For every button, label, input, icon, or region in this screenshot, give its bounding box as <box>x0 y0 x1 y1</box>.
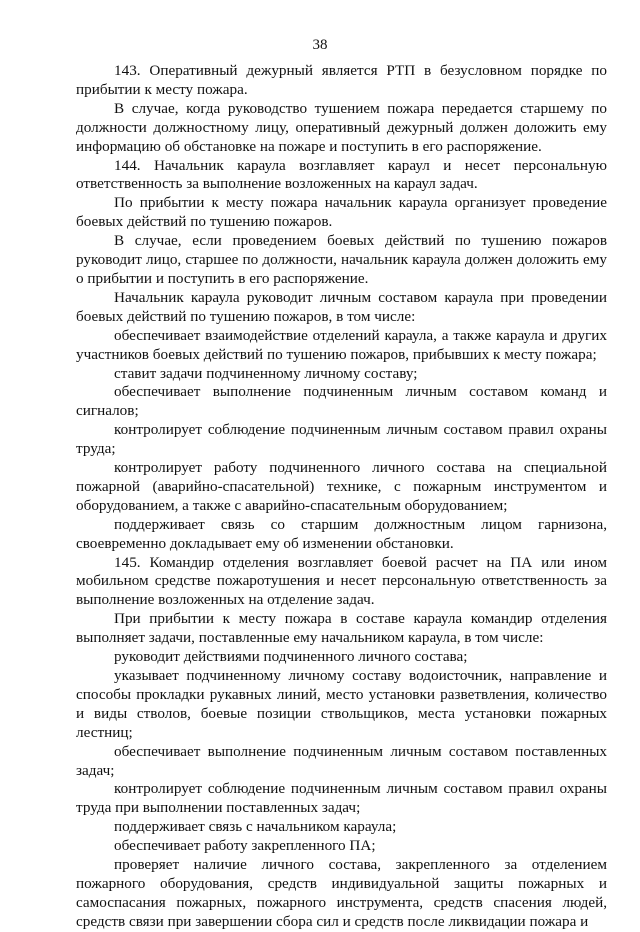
paragraph: 145. Командир отделения возглавляет боевой расчет на ПА или ином мобильном средстве пожаротушения и несет персональную ответственность за выполнение возложенных на отделение задач. <box>76 553 607 609</box>
paragraph: По прибытии к месту пожара начальник караула организует проведение боевых действий по тушению пожаров. <box>76 194 607 231</box>
paragraph: поддерживает связь со старшим должностным лицом гарнизона, своевременно докладывает ему об изменении обстановки. <box>76 515 607 552</box>
paragraph: В случае, когда руководство тушением пожара передается старшему по должности должностному лицу, оперативный дежурный должен доложить ему информацию об обстановке на пожаре и поступить в его распоряжение. <box>76 99 607 155</box>
paragraph: 144. Начальник караула возглавляет караул и несет персональную ответственность за выполнение возложенных на караул задач. <box>76 156 607 193</box>
paragraph: Начальник караула руководит личным составом караула при проведении боевых действий по тушению пожаров, в том числе: <box>76 288 607 325</box>
paragraph: контролирует соблюдение подчиненным личным составом правил охраны труда при выполнении поставленных задач; <box>76 780 607 817</box>
paragraph: обеспечивает выполнение подчиненным личным составом поставленных задач; <box>76 742 607 779</box>
paragraph: В случае, если проведением боевых действий по тушению пожаров руководит лицо, старшее по должности, начальник караула должен доложить ему о прибытии и поступить в его распоряжение. <box>76 232 607 287</box>
paragraph: 143. Оперативный дежурный является РТП в безусловном порядке по прибытии к месту пожара. <box>76 62 607 98</box>
paragraph: проверяет наличие личного состава, закрепленного за отделением пожарного оборудования, средств индивидуальной защиты пожарных и самоспасания пожарных, пожарного инструмента, средств спасения людей, средств связи при завершении сбора сил и средств после ликвидации пожара и <box>76 856 607 930</box>
paragraph: руководит действиями подчиненного личного состава; <box>114 648 468 666</box>
page-number: 38 <box>312 37 328 53</box>
document-body <box>76 62 607 932</box>
paragraph: контролирует работу подчиненного личного состава на специальной пожарной (аварийно-спасательной) технике, с пожарным инструментом и оборудованием, а также с аварийно-спасательным оборудованием; <box>76 459 607 514</box>
paragraph: При прибытии к месту пожара в составе караула командир отделения выполняет задачи, поставленные ему начальником караула, в том числе: <box>76 610 607 647</box>
paragraph: обеспечивает выполнение подчиненным личным составом команд и сигналов; <box>76 383 607 420</box>
paragraph: ставит задачи подчиненному личному составу; <box>114 364 418 382</box>
paragraph: обеспечивает взаимодействие отделений караула, а также караула и других участников боевых действий по тушению пожаров, прибывших к месту пожара; <box>76 326 607 363</box>
paragraph: указывает подчиненному личному составу водоисточник, направление и способы прокладки рукавных линий, место установки разветвления, количество и виды стволов, боевые позиции ствольщиков, места установки пожарных лестниц; <box>76 667 607 741</box>
paragraph: обеспечивает работу закрепленного ПА; <box>114 837 376 855</box>
paragraph: контролирует соблюдение подчиненным личным составом правил охраны труда; <box>76 421 607 458</box>
paragraph: поддерживает связь с начальником караула; <box>114 818 397 836</box>
